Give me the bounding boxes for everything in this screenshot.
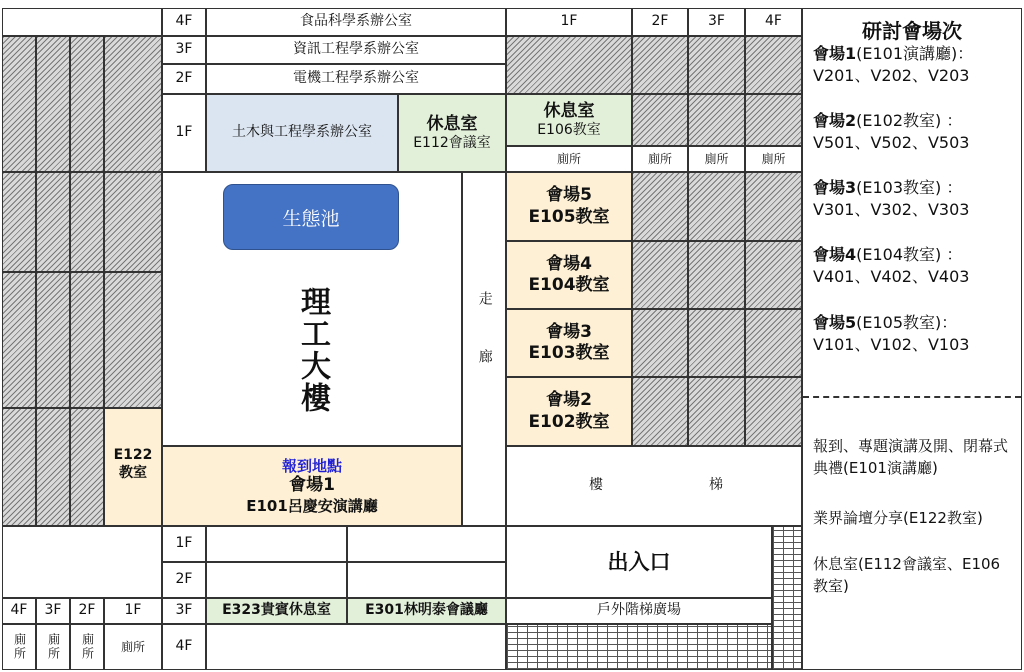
lower-room xyxy=(347,562,506,598)
east-floor-1f: 1F xyxy=(506,8,632,36)
venue-room: E101呂慶安演講廳 xyxy=(246,496,378,515)
venue-4 xyxy=(506,241,632,309)
civil-office: 土木與工程學系辦公室 xyxy=(206,94,398,172)
legend-venue-rooms: V101、V102、V103 xyxy=(813,335,970,354)
east-floor-4f: 4F xyxy=(745,8,802,36)
venue-name: 會場1 xyxy=(289,475,335,496)
legend-venue-room: (E101演講廳)： xyxy=(856,44,974,63)
toilet-3f-bottom xyxy=(36,624,70,670)
legend-venue-room: (E104教室) ： xyxy=(856,245,963,264)
hatched-area xyxy=(104,172,162,272)
east-floor-2f: 2F xyxy=(632,8,688,36)
hatched-area xyxy=(745,172,802,241)
toilet-2f-bottom xyxy=(70,624,104,670)
legend-divider xyxy=(803,396,1021,398)
hatched-area xyxy=(745,94,802,146)
venue-name: 會場5 xyxy=(546,185,592,206)
east-floor-3f: 3F xyxy=(688,8,745,36)
legend-venue-rooms: V401、V402、V403 xyxy=(813,267,970,286)
hatched-area xyxy=(688,377,745,446)
hatched-area xyxy=(70,272,104,408)
legend-venue-rooms: V501、V502、V503 xyxy=(813,133,970,152)
legend-venue-name: 會場5 xyxy=(813,313,857,332)
hatched-area xyxy=(36,172,70,272)
toilet-4f-bottom xyxy=(2,624,36,670)
hatched-area xyxy=(632,241,688,309)
hatched-area xyxy=(36,36,70,172)
bottom-floor-2f: 2F xyxy=(70,598,104,624)
venue-room: E102教室 xyxy=(528,411,610,432)
legend-venue-name: 會場3 xyxy=(813,178,857,197)
rest-room-room: E106教室 xyxy=(537,121,601,138)
checkin-venue-1 xyxy=(162,446,462,526)
hatched-area xyxy=(2,272,36,408)
floor-label-2f: 2F xyxy=(162,64,206,94)
toilet-label: 廁所 xyxy=(80,633,95,661)
venue-name: 會場4 xyxy=(546,253,592,274)
hatched-area xyxy=(104,36,162,172)
venue-room: E105教室 xyxy=(528,206,610,227)
rest-room-room: E112會議室 xyxy=(413,134,491,151)
legend-venue-room: (E103教室) ： xyxy=(856,178,963,197)
venue-3 xyxy=(506,309,632,377)
venue-5 xyxy=(506,172,632,241)
legend-venue-room: (E102教室) ： xyxy=(856,111,963,130)
room-e301: E301林明泰會議廳 xyxy=(347,598,506,624)
room-e122: E122 教室 xyxy=(104,408,162,526)
hatched-area xyxy=(688,94,745,146)
lower-room xyxy=(206,562,347,598)
legend-note-1: 報到、專題演講及開、閉幕式典禮(E101演講廳) xyxy=(813,437,1009,477)
food-science-office: 食品科學系辦公室 xyxy=(206,8,506,36)
toilet-1f: 廁所 xyxy=(506,146,632,172)
room-e323: E323貴賓休息室 xyxy=(206,598,347,624)
ecological-pond: 生態池 xyxy=(223,184,399,250)
legend-title: 研討會場次 xyxy=(862,19,962,43)
legend-item-3 xyxy=(813,177,969,221)
hatched-area xyxy=(632,36,688,94)
legend-venue-room: (E105教室)： xyxy=(856,313,958,332)
hatched-area xyxy=(506,36,632,94)
stairs xyxy=(506,446,802,526)
outdoor-plaza: 戶外階梯廣場 xyxy=(506,598,772,624)
bottom-floor-3f: 3F xyxy=(36,598,70,624)
legend-note-2: 業界論壇分享(E122教室) xyxy=(813,509,983,527)
hatched-area xyxy=(70,36,104,172)
toilet-label: 廁所 xyxy=(12,633,27,661)
venue-room: E104教室 xyxy=(528,275,610,295)
rest-room-e106 xyxy=(506,94,632,146)
toilet-1f-bottom: 廁所 xyxy=(104,624,162,670)
hatched-area xyxy=(632,309,688,377)
legend-venue-rooms: V201、V202、V203 xyxy=(813,66,970,85)
hatched-area xyxy=(632,377,688,446)
hatched-area xyxy=(688,172,745,241)
lower-floor-1f: 1F xyxy=(162,526,206,562)
bottom-floor-1f: 1F xyxy=(104,598,162,624)
hatched-area xyxy=(745,241,802,309)
hatched-area xyxy=(745,309,802,377)
hatched-area xyxy=(2,408,36,526)
floor-label-3f: 3F xyxy=(162,36,206,64)
lower-room xyxy=(347,526,506,562)
brick-wall xyxy=(772,526,802,670)
legend-item-4 xyxy=(813,244,969,288)
hatched-area xyxy=(70,172,104,272)
toilet-4f: 廁所 xyxy=(745,146,802,172)
rest-room-title: 休息室 xyxy=(543,100,595,121)
toilet-2f: 廁所 xyxy=(632,146,688,172)
bottom-floor-4f: 4F xyxy=(2,598,36,624)
lower-room xyxy=(206,624,506,670)
rest-room-title: 休息室 xyxy=(426,113,478,134)
stairs-right: 梯 xyxy=(709,477,723,493)
hatched-area xyxy=(36,272,70,408)
rest-room-e112 xyxy=(398,94,506,172)
stairs-left: 樓 xyxy=(589,477,603,493)
hatched-area xyxy=(2,36,36,172)
legend-venue-name: 會場4 xyxy=(813,245,857,264)
cs-office: 資訊工程學系辦公室 xyxy=(206,36,506,64)
checkin-label: 報到地點 xyxy=(281,456,342,475)
hatched-area xyxy=(745,377,802,446)
hatched-area xyxy=(745,36,802,94)
legend-item-1 xyxy=(813,43,973,87)
legend-venue-name: 會場2 xyxy=(813,111,857,130)
entrance xyxy=(506,526,772,598)
hatched-area xyxy=(36,408,70,526)
bottom-left-blank xyxy=(2,526,162,598)
legend-venue-name: 會場1 xyxy=(813,44,857,63)
corridor-label: 走廊 xyxy=(476,291,493,407)
hatched-area xyxy=(688,241,745,309)
legend-panel xyxy=(802,8,1022,670)
hatched-area xyxy=(104,272,162,408)
brick-area xyxy=(506,624,772,670)
lower-floor-3f: 3F xyxy=(162,598,206,624)
venue-2 xyxy=(506,377,632,446)
legend-note-3: 休息室(E112會議室、E106教室) xyxy=(813,555,1001,595)
hatched-area xyxy=(632,94,688,146)
legend-item-5 xyxy=(813,312,969,356)
venue-name: 會場3 xyxy=(546,321,592,342)
toilet-label: 廁所 xyxy=(46,633,61,661)
entrance-label: 出入口 xyxy=(607,549,671,574)
top-left-blank xyxy=(2,8,162,36)
corridor xyxy=(462,172,506,526)
lower-floor-4f: 4F xyxy=(162,624,206,670)
hatched-area xyxy=(688,36,745,94)
building-name: 理工大樓 xyxy=(295,286,330,414)
venue-room: E103教室 xyxy=(528,343,610,363)
lower-floor-2f: 2F xyxy=(162,562,206,598)
ee-office: 電機工程學系辦公室 xyxy=(206,64,506,94)
venue-name: 會場2 xyxy=(546,390,592,411)
lower-room xyxy=(206,526,347,562)
floor-label-4f: 4F xyxy=(162,8,206,36)
toilet-3f: 廁所 xyxy=(688,146,745,172)
legend-venue-rooms: V301、V302、V303 xyxy=(813,200,970,219)
hatched-area xyxy=(688,309,745,377)
hatched-area xyxy=(2,172,36,272)
hatched-area xyxy=(70,408,104,526)
hatched-area xyxy=(632,172,688,241)
floor-label-1f: 1F xyxy=(162,94,206,172)
legend-item-2 xyxy=(813,110,969,154)
